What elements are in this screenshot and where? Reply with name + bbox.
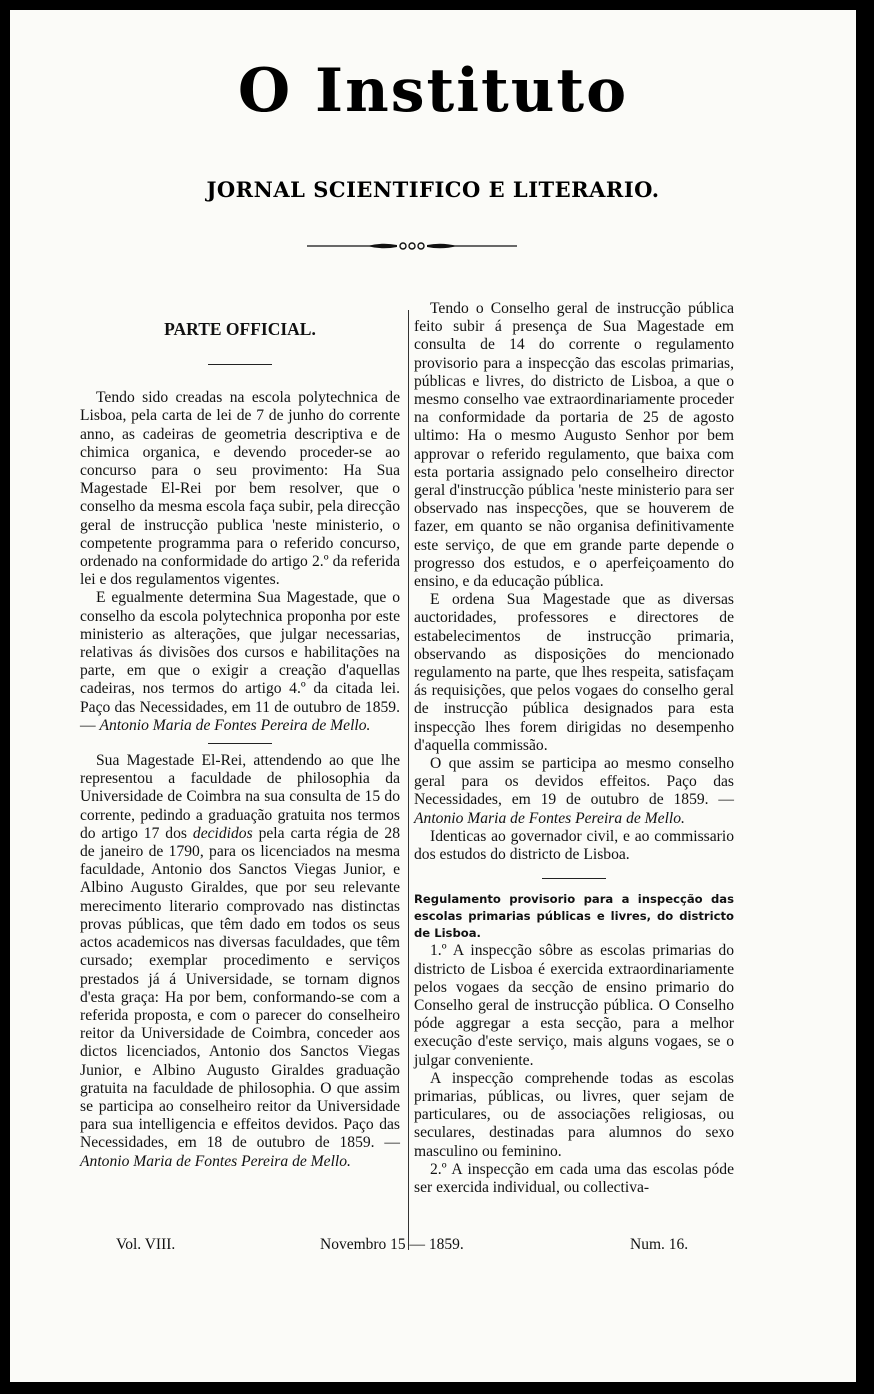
paragraph-text: pela carta régia de 28 de janeiro de 1790, para os licenciados na mesma faculdade, Antonio dos Sanctos Viegas Junior, e Albino Augusto Giraldes, que por seu relevante merecimento literario comprovado nas distinctas provas públicas, que têm dado em todos os seus actos academicos nas diversas faculdades, que têm cursado; exemplar procedimento e serviços prestados já á Universidade, se tornam dignos d'esta graça: Ha por bem, conformando-se com a referida proposta, e com o parecer do conselheiro reitor da Universidade de Coimbra, conceder aos dictos licenciados, Antonio dos Sanctos Viegas Junior, e Albino Augusto Giraldes graduação gratuita na faculdade de philosophia. O que assim se participa ao conselheiro reitor da Universidade para sua intelligencia e effeitos devidos. Paço das Necessidades, em 18 de outubro de 1859. —	[80, 824, 400, 1152]
rule-divider	[208, 743, 272, 744]
signature: Antonio Maria de Fontes Pereira de Mello.	[80, 1152, 351, 1170]
page-footer	[10, 1236, 856, 1260]
paragraph: Tendo o Conselho geral de instrucção pública feito subir á presença de Sua Magestade em consulta de 14 do corrente o regulamento provisorio para a inspecção das escolas primarias, públicas e livres, do districto de Lisboa, a que o mesmo conselho vae extraordinariamente proceder na conformidade da portaria de 25 de agosto ultimo: Ha o mesmo Augusto Senhor por bem approvar o referido regulamento, que baixa com esta portaria assignado pelo conselheiro director geral d'instrucção pública 'neste ministerio para ser observado nas inspecções, que se houverem de fazer, em quanto se não organisa definitivamente este serviço, de que em grande parte depende o progresso dos estudos, e o aperfeiçoamento do ensino, e da educação pública.	[414, 300, 734, 591]
paragraph: E ordena Sua Magestade que as diversas auctoridades, professores e directores de estabelecimentos de instrucção primaria, observando as disposições do mencionado regulamento na parte, que lhes respeita, satisfaçam ás requisições, que pelos vogaes do conselho geral de instrucção pública designados para esta inspecção lhes forem dirigidas no desempenho d'aquella commissão.	[414, 591, 734, 754]
article: 1.º A inspecção sôbre as escolas primarias do districto de Lisboa é exercida extraordinariamente pelos vogaes da secção de ensino primario do Conselho geral de instrucção pública. O Conselho póde aggregar a esta secção, para a melhor execução d'este serviço, mais alguns vogaes, se o julgar conveniente.	[414, 942, 734, 1069]
footer-volume: Vol. VIII.	[116, 1236, 176, 1253]
signature: Antonio Maria de Fontes Pereira de Mello.	[414, 809, 685, 827]
journal-page	[10, 10, 856, 1382]
article: 2.º A inspecção em cada uma das escolas póde ser exercida individual, ou collectiva-	[414, 1160, 734, 1196]
paragraph	[414, 755, 734, 828]
ornament-divider	[307, 239, 517, 253]
paragraph-text: E egualmente determina Sua Magestade, que o conselho da escola polytechnica proponha por este ministerio as alterações, que julgar necessarias, relativas ás divisões dos cursos e habilitações na parte, em que o exigir a creação d'aquellas cadeiras, nos termos do artigo 4.º da citada lei. Paço das Necessidades, em 11 de outubro de 1859. —	[80, 589, 400, 734]
paragraph-text: Sua Magestade El-Rei, attendendo ao que lhe representou a faculdade de philosophia da Universidade de Coimbra na sua consulta de 15 do corrente, pedindo a graduação gratuita nos termos do artigo 17 dos	[80, 752, 400, 842]
regulation-title: Regulamento provisorio para a inspecção das escolas primarias públicas e livres, do districto de Lisboa.	[414, 892, 734, 941]
paragraph	[80, 589, 400, 735]
paragraph-text: O que assim se participa ao mesmo conselho geral para os devidos effeitos. Paço das Necessidades, em 19 de outubro de 1859. —	[414, 755, 734, 809]
section-title: PARTE OFFICIAL.	[164, 319, 316, 339]
paragraph: Identicas ao governador civil, e ao commissario dos estudos do districto de Lisboa.	[414, 827, 734, 864]
rule-divider	[542, 878, 606, 879]
paragraph	[80, 752, 400, 1171]
rule-divider	[208, 364, 272, 365]
signature: Antonio Maria de Fontes Pereira de Mello.	[99, 716, 371, 734]
article: A inspecção comprehende todas as escolas primarias, públicas, ou livres, quer sejam de particulares, ou de associações religiosas, ou seculares, destinadas para alumnos do sexo masculino ou feminino.	[414, 1069, 734, 1160]
paragraph: Tendo sido creadas na escola polytechnica de Lisboa, pela carta de lei de 7 de junho do corrente anno, as cadeiras de geometria descriptiva e de chimica organica, e devendo proceder-se ao concurso para o seu provimento: Ha Sua Magestade El-Rei por bem resolver, que o conselho da mesma escola faça subir, pela direcção geral de instrucção publica 'neste ministerio, o competente programma para o referido concurso, ordenado na conformidade do artigo 2.º da referida lei e dos regulamentos vigentes.	[80, 389, 400, 589]
left-column	[80, 300, 400, 1171]
footer-number: Num. 16.	[630, 1236, 689, 1253]
masthead-subtitle: JORNAL SCIENTIFICO E LITERARIO.	[206, 177, 660, 202]
masthead-title: O Instituto	[237, 56, 629, 126]
right-column	[414, 300, 734, 1197]
footer-date: Novembro 15 — 1859.	[320, 1236, 464, 1253]
column-divider	[408, 310, 409, 1250]
italic-term: decididos	[192, 824, 253, 842]
